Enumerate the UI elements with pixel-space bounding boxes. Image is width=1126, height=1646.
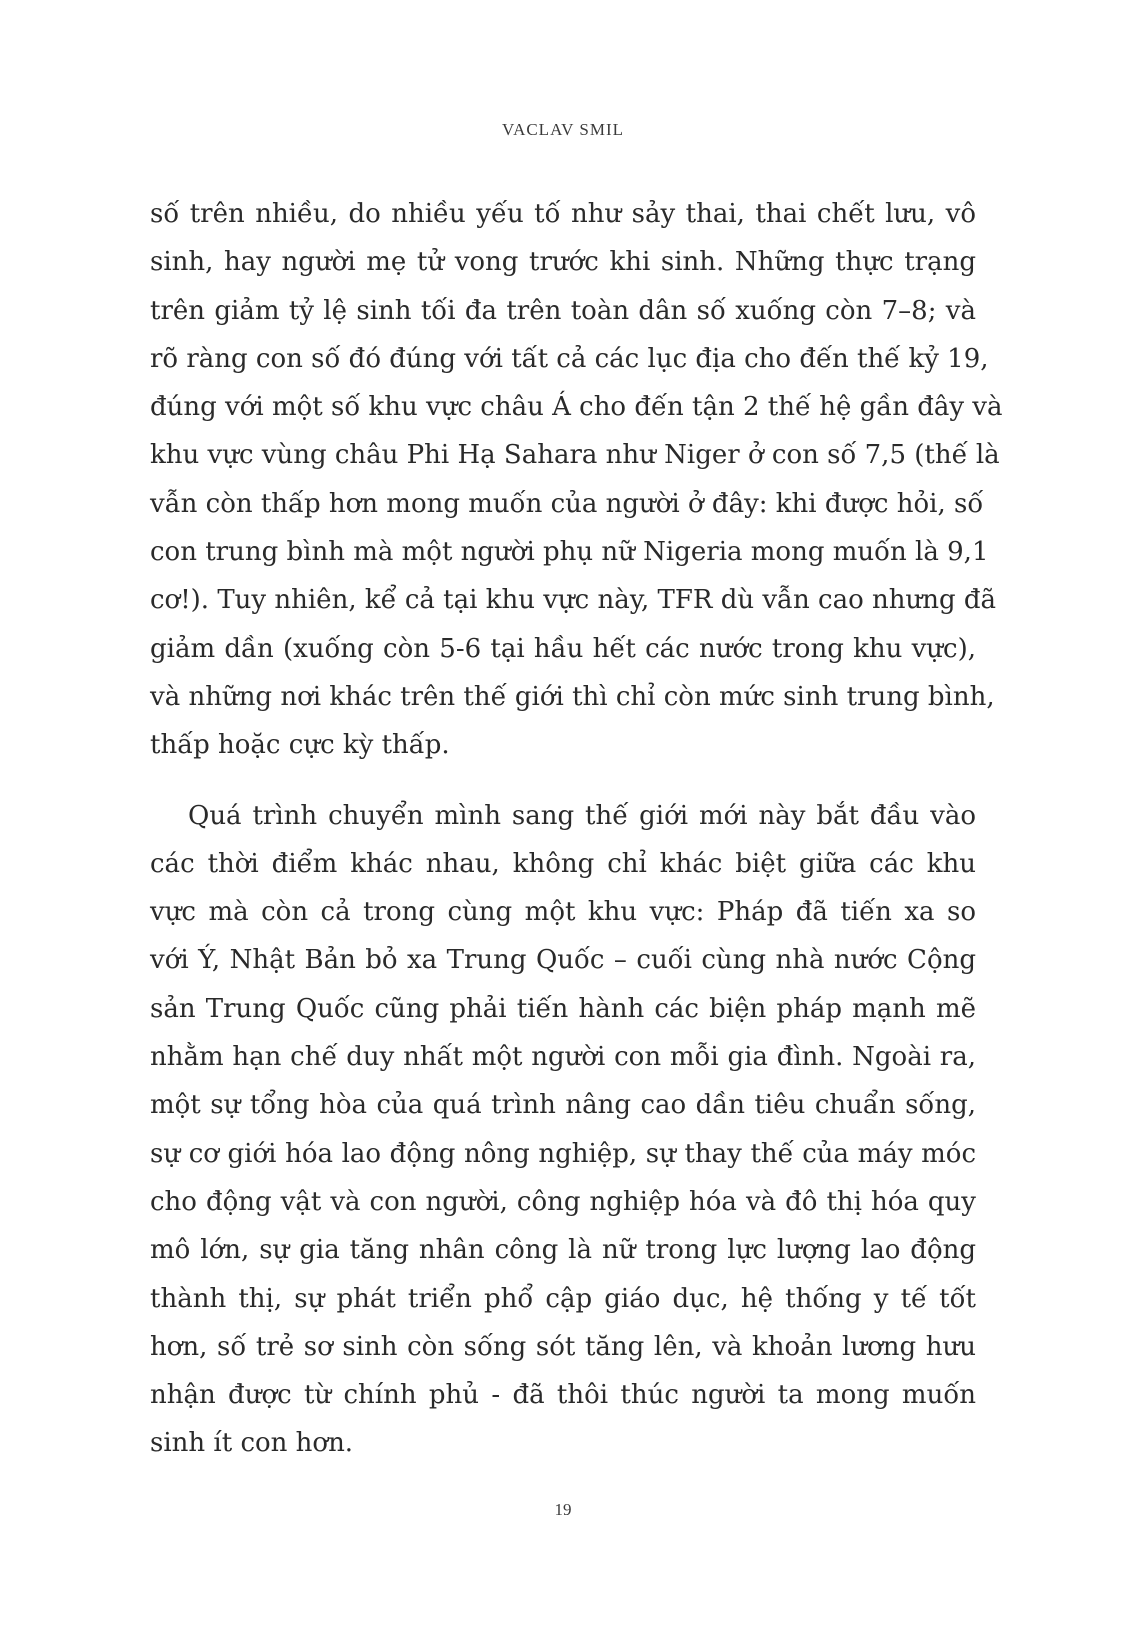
text-line: đúng với một số khu vực châu Á cho đến tận 2 thế hệ gần đây và [150,392,1003,423]
text-line: cơ!). Tuy nhiên, kể cả tại khu vực này, TFR dù vẫn cao nhưng đã [150,585,997,616]
text-line: với Ý, Nhật Bản bỏ xa Trung Quốc – cuối cùng nhà nước Cộng [150,945,976,976]
page-number: 19 [554,1500,572,1519]
paragraph-1 [150,190,1003,770]
text-line: vẫn còn thấp hơn mong muốn của người ở đây: khi được hỏi, số [150,488,984,519]
text-line: con trung bình mà một người phụ nữ Nigeria mong muốn là 9,1 [150,537,989,568]
text-line: thấp hoặc cực kỳ thấp. [150,730,450,761]
text-line: thành thị, sự phát triển phổ cập giáo dục, hệ thống y tế tốt [150,1283,976,1314]
text-line: mô lớn, sự gia tăng nhân công là nữ trong lực lượng lao động [150,1235,976,1266]
text-line: Quá trình chuyển mình sang thế giới mới này bắt đầu vào [188,800,976,831]
text-line: rõ ràng con số đó đúng với tất cả các lục địa cho đến thế kỷ 19, [150,343,989,374]
text-line: nhằm hạn chế duy nhất một người con mỗi gia đình. Ngoài ra, [150,1042,976,1073]
text-line: khu vực vùng châu Phi Hạ Sahara như Niger ở con số 7,5 (thế là [150,440,1000,471]
text-line: hơn, số trẻ sơ sinh còn sống sót tăng lên, và khoản lương hưu [150,1331,976,1362]
text-line: sự cơ giới hóa lao động nông nghiệp, sự thay thế của máy móc [150,1138,976,1169]
running-header-author: VACLAV SMIL [501,120,624,139]
text-line: trên giảm tỷ lệ sinh tối đa trên toàn dân số xuống còn 7–8; và [150,295,976,326]
text-line: các thời điểm khác nhau, không chỉ khác biệt giữa các khu [150,848,976,879]
text-line: giảm dần (xuống còn 5-6 tại hầu hết các nước trong khu vực), [150,633,976,664]
text-line: sinh ít con hơn. [150,1428,354,1459]
text-line: sản Trung Quốc cũng phải tiến hành các biện pháp mạnh mẽ [150,993,976,1024]
text-line: vực mà còn cả trong cùng một khu vực: Pháp đã tiến xa so [150,897,976,928]
body-text [150,190,1003,1468]
text-line: nhận được từ chính phủ - đã thôi thúc người ta mong muốn [150,1380,976,1411]
paragraph-2 [150,792,976,1468]
paragraph-spacer [150,770,976,792]
text-line: một sự tổng hòa của quá trình nâng cao dần tiêu chuẩn sống, [150,1090,976,1121]
text-line: số trên nhiều, do nhiều yếu tố như sảy thai, thai chết lưu, vô [150,199,976,229]
text-line: và những nơi khác trên thế giới thì chỉ còn mức sinh trung bình, [150,681,995,712]
text-line: cho động vật và con người, công nghiệp hóa và đô thị hóa quy [150,1186,976,1217]
text-line: sinh, hay người mẹ tử vong trước khi sinh. Những thực trạng [150,247,976,278]
